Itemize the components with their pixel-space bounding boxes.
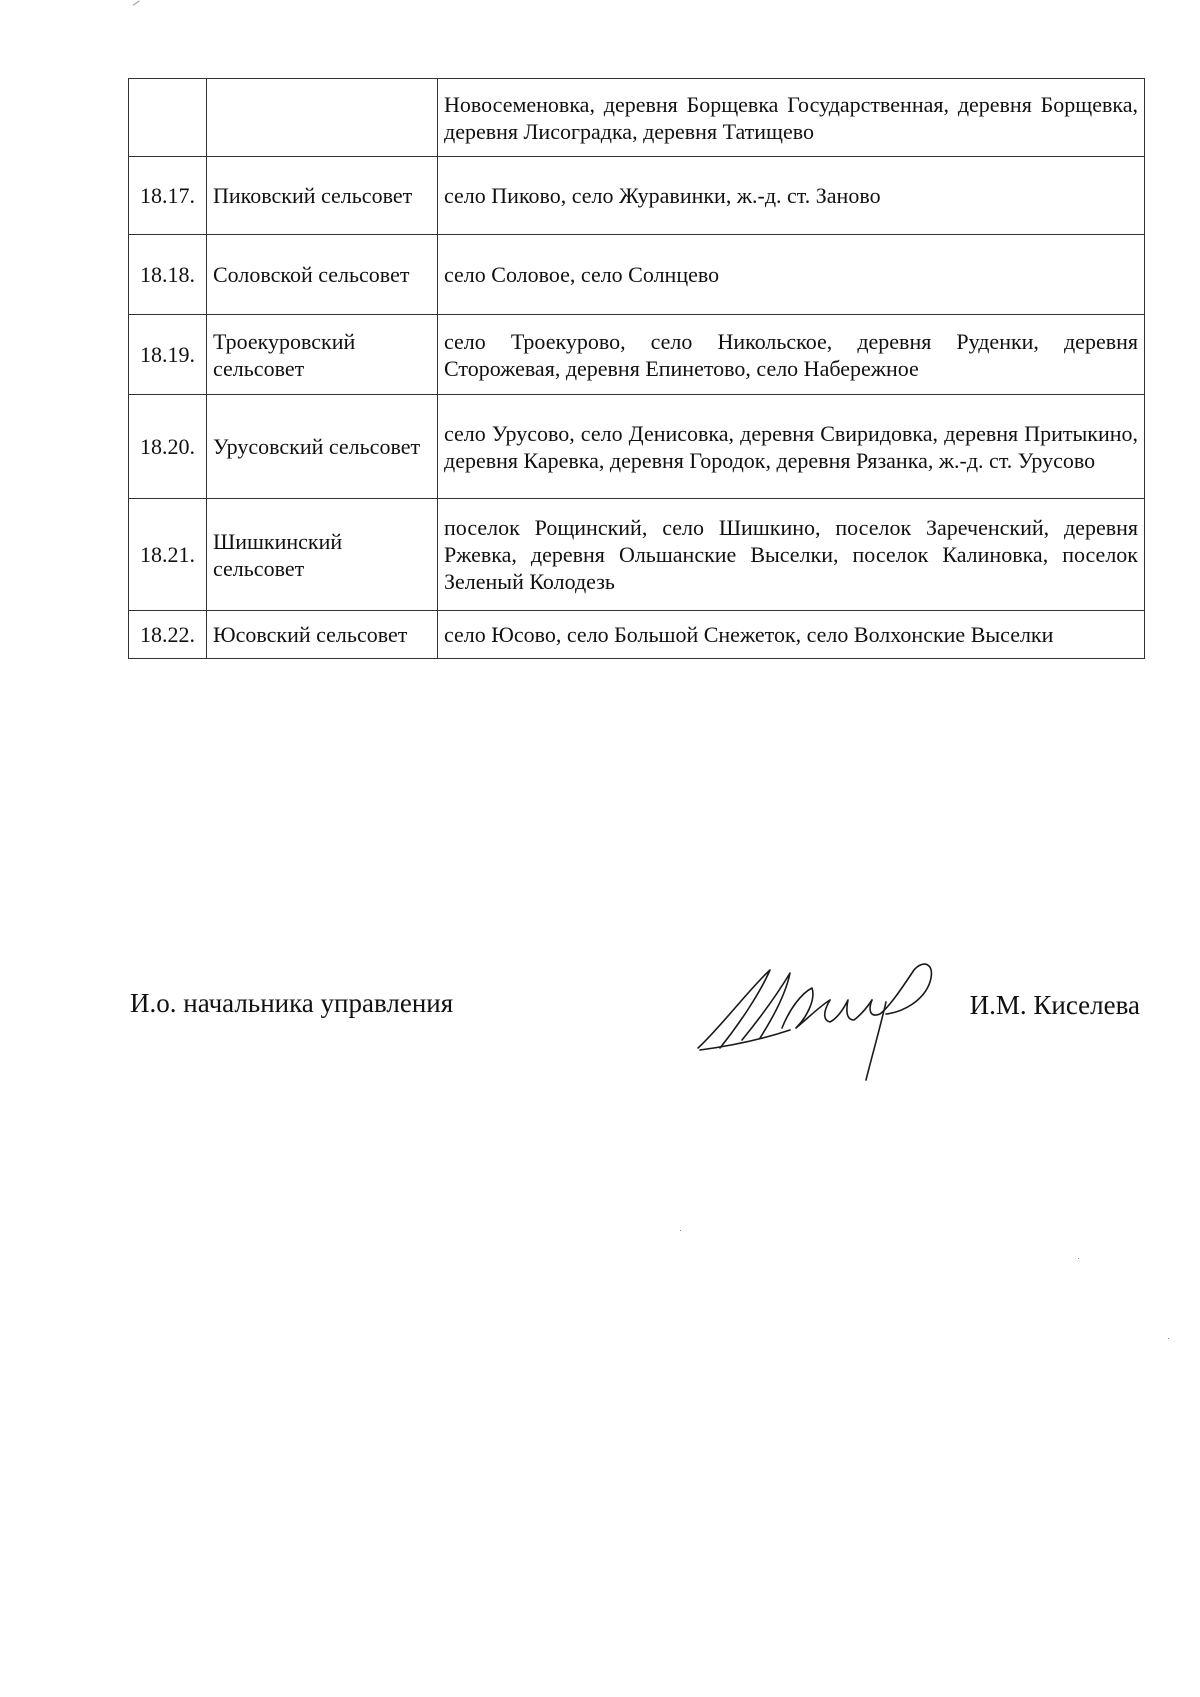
handwritten-signature bbox=[690, 948, 950, 1088]
signer-position: И.о. начальника управления bbox=[130, 988, 454, 1018]
table-row bbox=[129, 157, 1145, 235]
settlements-list: село Урусово, село Денисовка, деревня Свиридовка, деревня Притыкино, деревня Каревка, деревня Городок, деревня Рязанка, ж.-д. ст. Урусово bbox=[438, 395, 1145, 499]
row-number: 18.20. bbox=[129, 395, 207, 499]
signer-name: И.М. Киселева bbox=[969, 990, 1140, 1020]
row-number: 18.17. bbox=[129, 157, 207, 235]
settlements-list: село Троекурово, село Никольское, деревня Руденки, деревня Сторожевая, деревня Епинетово, село Набережное bbox=[438, 315, 1145, 395]
row-number: 18.18. bbox=[129, 235, 207, 315]
scan-speck bbox=[1168, 1338, 1169, 1339]
row-number: 18.19. bbox=[129, 315, 207, 395]
table-row bbox=[129, 395, 1145, 499]
row-number: 18.21. bbox=[129, 499, 207, 611]
council-name: Урусовский сельсовет bbox=[207, 395, 438, 499]
council-name: Соловской сельсовет bbox=[207, 235, 438, 315]
settlements-list: поселок Рощинский, село Шишкино, поселок Зареченский, деревня Ржевка, деревня Ольшанские Выселки, поселок Калиновка, поселок Зеленый Колодезь bbox=[438, 499, 1145, 611]
council-name: Пиковский сельсовет bbox=[207, 157, 438, 235]
signature-block bbox=[130, 978, 1140, 1098]
scan-speck bbox=[1078, 1258, 1079, 1259]
council-name: Юсовский сельсовет bbox=[207, 611, 438, 659]
row-number bbox=[129, 79, 207, 157]
settlements-list: село Соловое, село Солнцево bbox=[438, 235, 1145, 315]
scan-artifact bbox=[133, 0, 144, 10]
council-name: Шишкинский сельсовет bbox=[207, 499, 438, 611]
settlements-list: село Юсово, село Большой Снежеток, село Волхонские Выселки bbox=[438, 611, 1145, 659]
settlements-table bbox=[128, 78, 1145, 659]
council-name bbox=[207, 79, 438, 157]
table-row bbox=[129, 611, 1145, 659]
council-name: Троекуровский сельсовет bbox=[207, 315, 438, 395]
settlements-list: село Пиково, село Журавинки, ж.-д. ст. Заново bbox=[438, 157, 1145, 235]
table-row bbox=[129, 499, 1145, 611]
table-row bbox=[129, 315, 1145, 395]
scan-speck bbox=[680, 1230, 681, 1231]
table-row bbox=[129, 235, 1145, 315]
settlements-list: Новосеменовка, деревня Борщевка Государственная, деревня Борщевка, деревня Лисоградка, деревня Татищево bbox=[438, 79, 1145, 157]
row-number: 18.22. bbox=[129, 611, 207, 659]
table-row bbox=[129, 79, 1145, 157]
